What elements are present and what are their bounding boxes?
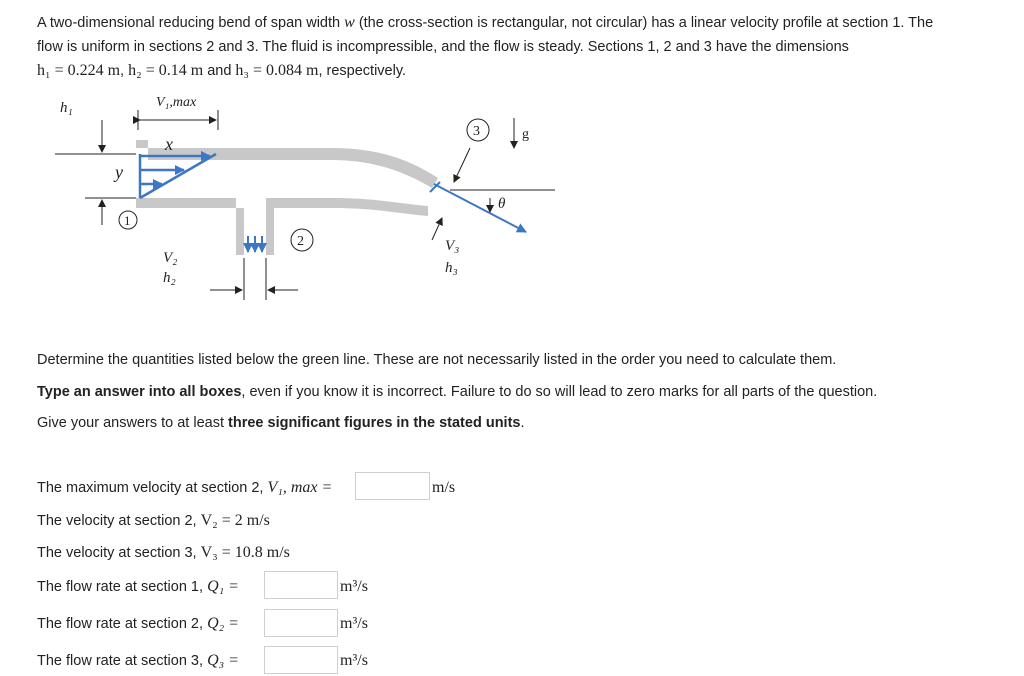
intro-line-1 <box>37 14 933 32</box>
velocity-profile <box>140 154 216 198</box>
v2-label: V₂ <box>163 250 178 266</box>
intro-text-1-rest: (the cross-section is rectangular, not circular) has a linear velocity profile at section 1. The <box>358 15 934 31</box>
width-variable: w <box>344 14 355 31</box>
theta-label: θ <box>498 196 506 212</box>
q6-label: The flow rate at section 3, Q₃ = <box>37 652 239 669</box>
q2-label: The velocity at section 2, V₂ = 2 m/s <box>37 512 270 529</box>
h1-value: h₁ = 0.224 m <box>37 62 121 79</box>
instruction-line-2 <box>37 384 877 400</box>
svg-text:2: 2 <box>297 234 304 249</box>
v1max-answer-input[interactable] <box>355 472 430 500</box>
gravity-label: g <box>522 127 529 142</box>
h1-label: h₁ <box>60 100 73 116</box>
outlet-2-flow <box>248 236 262 252</box>
q1-unit: m/s <box>432 479 456 496</box>
h2-label: h₂ <box>163 270 176 286</box>
svg-text:3: 3 <box>473 124 480 139</box>
x-axis-label: x <box>165 134 173 154</box>
instruction-text-3-end: . <box>520 415 525 431</box>
intro-line-2 <box>37 39 849 55</box>
q2-answer-input[interactable] <box>264 609 338 637</box>
q4-label: The flow rate at section 1, Q₁ = <box>37 578 239 595</box>
q1-answer-input[interactable] <box>264 571 338 599</box>
v3-label: V₃ <box>445 238 460 254</box>
q5-unit: m³/s <box>340 615 368 632</box>
intro-line-3: h₁ = 0.224 m, h₂ = 0.14 m and h₃ = 0.084 m, respectively. <box>37 62 407 79</box>
instruction-text-1: Determine the quantities listed below the green line. These are not necessarily listed in the order you need to calculate them. <box>37 352 837 368</box>
h3-bottom-arrow <box>432 218 442 240</box>
h3-top-arrow <box>454 148 470 182</box>
and-text: and <box>207 63 232 79</box>
respectively-text: , respectively. <box>318 63 407 79</box>
h3-value: h₃ = 0.084 m <box>235 62 319 79</box>
q3-answer-input[interactable] <box>264 646 338 674</box>
instruction-bold-2: Type an answer into all boxes <box>37 384 242 400</box>
instruction-line-3 <box>37 415 525 431</box>
intro-text-1: A two-dimensional reducing bend of span width <box>37 15 341 31</box>
q4-unit: m³/s <box>340 578 368 595</box>
instruction-line-1 <box>37 352 836 368</box>
intro-text-2: flow is uniform in sections 2 and 3. The fluid is incompressible, and the flow is steady. Sections 1, 2 and 3 have the dimensions <box>37 39 849 55</box>
svg-text:1: 1 <box>124 213 131 228</box>
h3-label: h₃ <box>445 260 458 276</box>
instruction-text-2: , even if you know it is incorrect. Failure to do so will lead to zero marks for all parts of the question. <box>241 384 878 400</box>
h2-value: h₂ = 0.14 m <box>128 62 204 79</box>
instruction-text-3: Give your answers to at least <box>37 415 224 431</box>
lower-wall-right <box>266 198 428 255</box>
y-axis-label: y <box>115 162 123 182</box>
q6-unit: m³/s <box>340 652 368 669</box>
q5-label: The flow rate at section 2, Q₂ = <box>37 615 239 632</box>
instruction-bold-3: three significant figures in the stated units <box>228 415 521 431</box>
q3-label: The velocity at section 3, V₃ = 10.8 m/s <box>37 544 290 561</box>
q1-label: The maximum velocity at section 2, V₁, max = <box>37 479 333 496</box>
upper-wall <box>136 140 438 188</box>
v1max-label: V₁,max <box>156 95 197 110</box>
lower-wall-left <box>136 198 244 255</box>
reducing-bend-diagram <box>30 90 570 315</box>
